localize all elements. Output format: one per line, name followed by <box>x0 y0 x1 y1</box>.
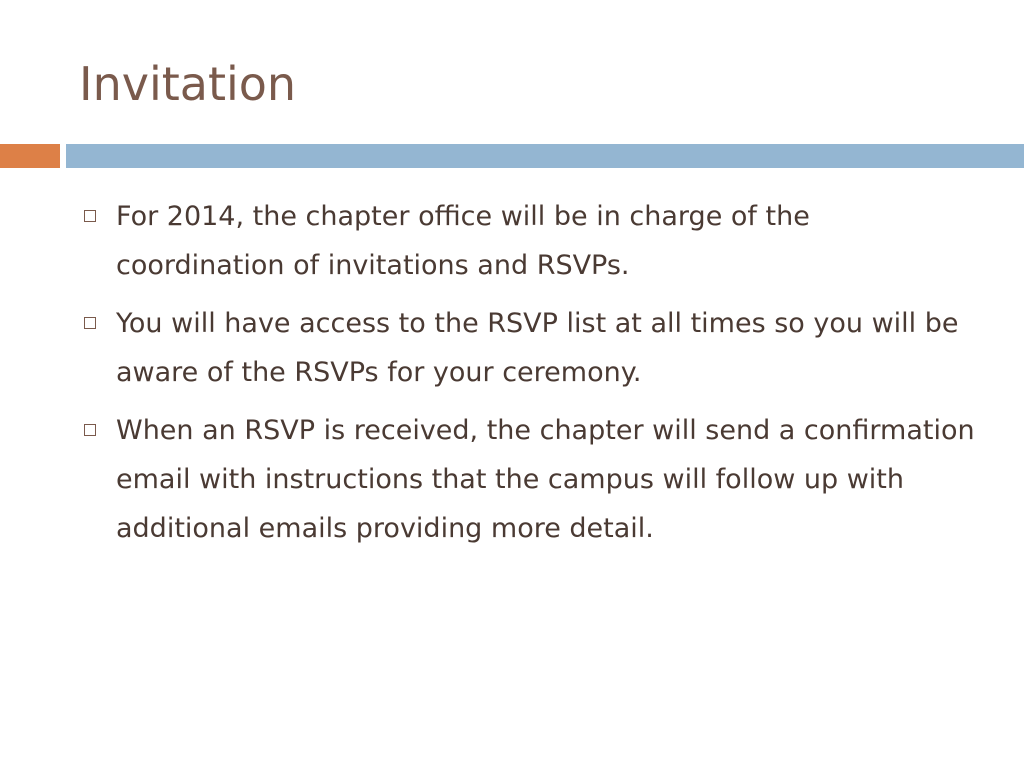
hollow-square-bullet-icon <box>84 424 96 436</box>
accent-bar-orange <box>0 144 60 168</box>
bullet-text: When an RSVP is received, the chapter will send a confirmation email with instructions that the campus will follow up with additional emails providing more detail. <box>116 415 975 544</box>
bullet-item <box>78 406 978 553</box>
hollow-square-bullet-icon <box>84 317 96 329</box>
bullet-list <box>78 192 978 562</box>
bullet-text: You will have access to the RSVP list at all times so you will be aware of the RSVPs for your ceremony. <box>116 308 959 388</box>
accent-bar-blue <box>66 144 1024 168</box>
slide-title: Invitation <box>79 57 297 111</box>
bullet-text: For 2014, the chapter office will be in charge of the coordination of invitations and RSVPs. <box>116 201 810 281</box>
hollow-square-bullet-icon <box>84 210 96 222</box>
bullet-item <box>78 192 978 290</box>
bullet-item <box>78 299 978 397</box>
